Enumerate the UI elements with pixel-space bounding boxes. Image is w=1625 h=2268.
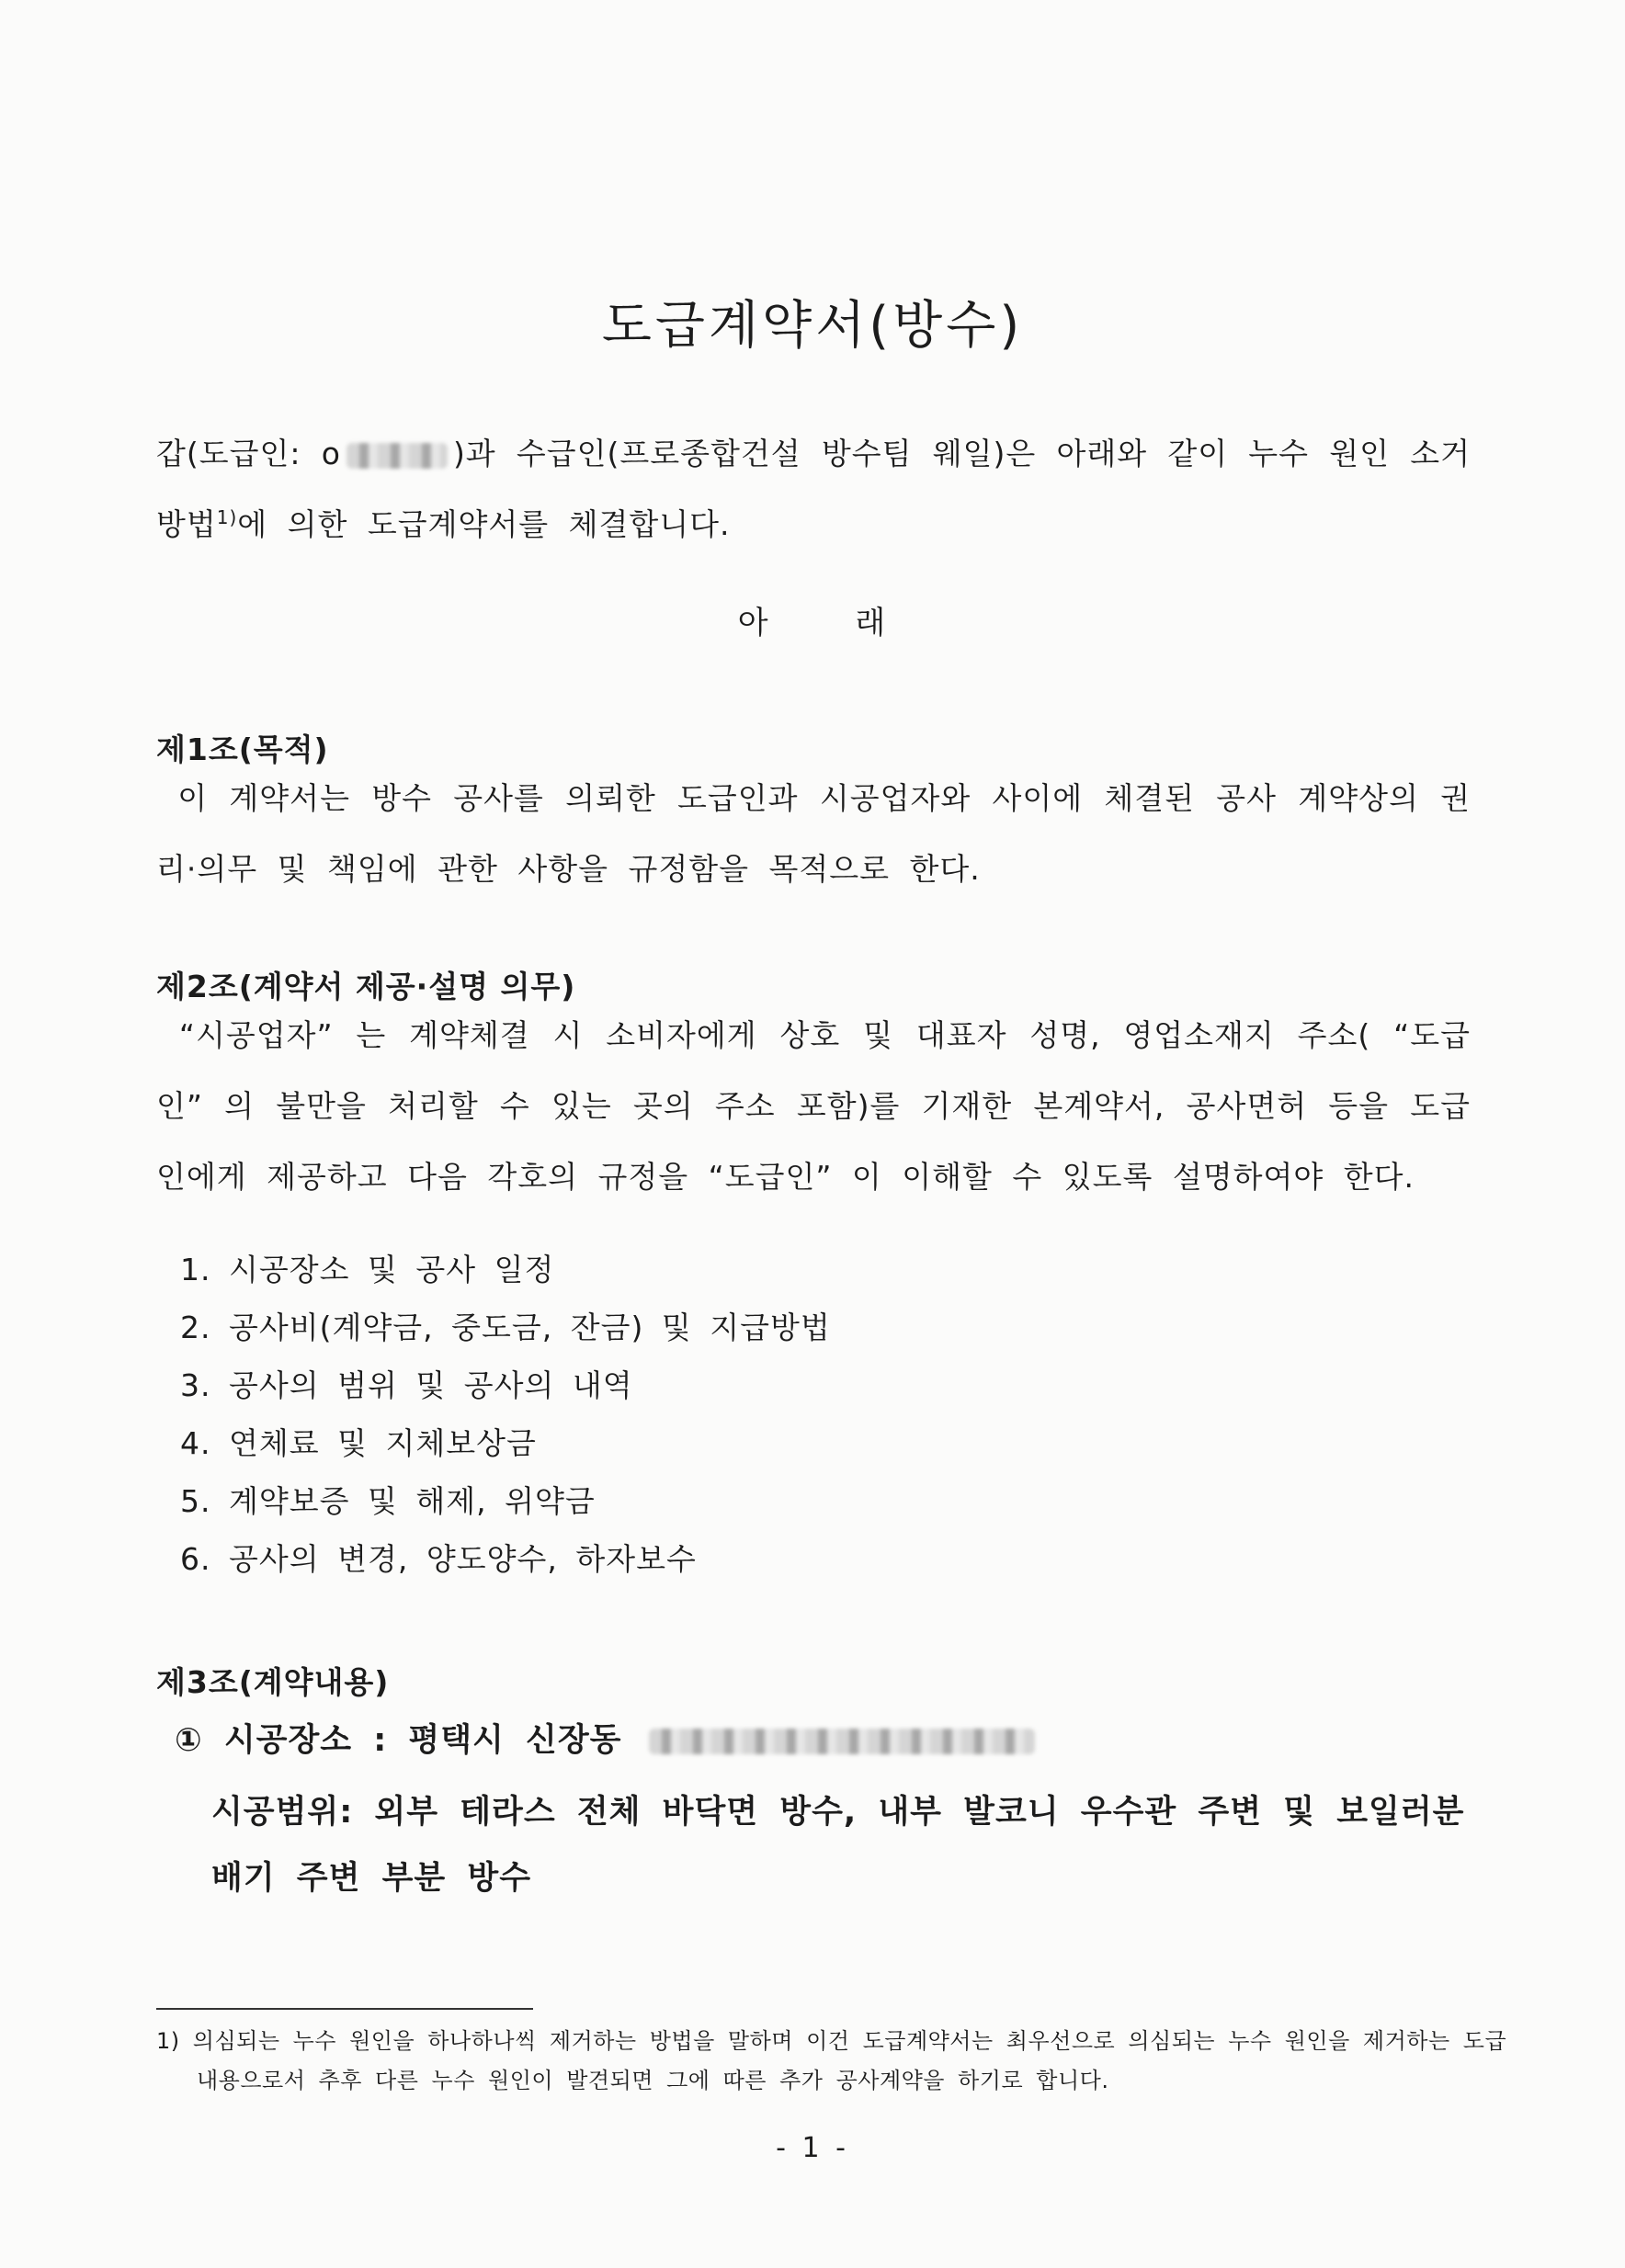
article3-heading: 제3조(계약내용) (156, 1664, 390, 1700)
article1-heading: 제1조(목적) (156, 731, 329, 767)
intro-text-2: )과 수급인(프로종합건설 방수팀 웨일)은 아래와 같이 누수 원인 소거방법 (156, 436, 1472, 542)
footnote-divider (156, 2008, 533, 2010)
article3-place (175, 1707, 1480, 1774)
intro-paragraph (156, 418, 1471, 560)
redacted-name (347, 443, 448, 469)
list-item: 1. 시공장소 및 공사 일정 (180, 1252, 555, 1287)
article1-body: 이 계약서는 방수 공사를 의뢰한 도급인과 시공업자와 사이에 체결된 공사 계약상의 권리·의무 및 책임에 관한 사항을 규정함을 목적으로 한다. (156, 780, 1471, 887)
article3-scope: 시공범위: 외부 테라스 전체 바닥면 방수, 내부 발코니 우수관 주변 및 보일러분배기 주변 부분 방수 (211, 1794, 1465, 1897)
redacted-address (649, 1729, 1035, 1754)
intro-text-3: 에 의한 도급계약서를 체결합니다. (237, 506, 731, 542)
below-label: 아 래 (737, 605, 888, 641)
list-item: 2. 공사비(계약금, 중도금, 잔금) 및 지급방법 (180, 1310, 831, 1345)
list-item: 4. 연체료 및 지체보상금 (180, 1425, 537, 1461)
list-item: 3. 공사의 범위 및 공사의 내역 (180, 1367, 633, 1403)
article2-heading: 제2조(계약서 제공·설명 의무) (156, 969, 576, 1004)
list-item: 6. 공사의 변경, 양도양수, 하자보수 (180, 1541, 697, 1577)
place-label: ① 시공장소 : 평택시 신장동 (175, 1722, 643, 1759)
article2-items (180, 1241, 831, 1588)
list-item: 5. 계약보증 및 해제, 위약금 (180, 1483, 596, 1519)
intro-text-1-end: o (321, 436, 341, 471)
article2-body: “시공업자” 는 계약체결 시 소비자에게 상호 및 대표자 성명, 영업소재지 주소( “도급인” 의 불만을 처리할 수 있는 곳의 주소 포함)를 기재한 본계약서, 공사면허 등을 도급인에게 제공하고 다음 각호의 규정을 “도급인” 이 이해할 수 있도록 설명하여야 한다. (156, 1017, 1471, 1195)
document-title: 도급계약서(방수) (601, 296, 1024, 356)
page-number: - 1 - (776, 2132, 849, 2164)
intro-text-1: 갑(도급인: (156, 436, 322, 471)
footnote-reference: 1) (216, 506, 238, 528)
footnote: 1) 의심되는 누수 원인을 하나하나씩 제거하는 방법을 말하며 이건 도급계약서는 최우선으로 의심되는 누수 원인을 제거하는 도급내용으로서 추후 다른 누수 원인이 발견되면 그에 따른 추가 공사계약을 하기로 합니다. (156, 2028, 1507, 2093)
